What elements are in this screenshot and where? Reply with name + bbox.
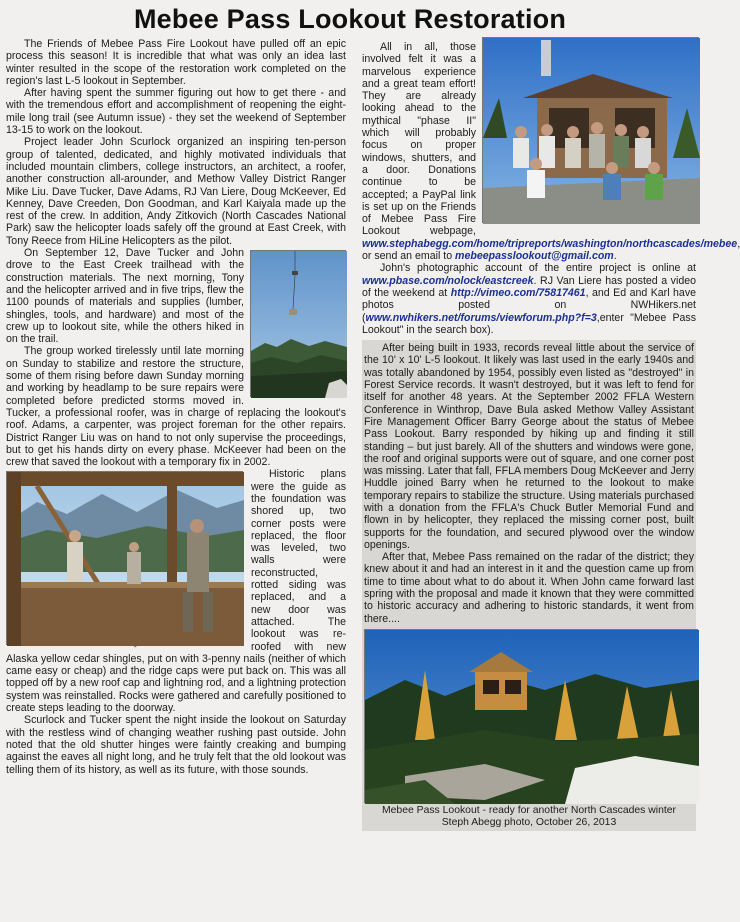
paragraph-after-that: After that, Mebee Pass remained on the radar of the district; they knew about it and had an interest in it and the question came up from time to time about what to do about it. When John came forward last spring with the proposal and made it known that they were committed to historic accuracy and adhering to historic standards, it went from there.... <box>364 551 694 625</box>
article-title: Mebee Pass Lookout Restoration <box>133 4 567 34</box>
helicopter-image <box>251 251 347 398</box>
nwhikers-link[interactable]: www.nwhikers.net/forums/viewforum.php?f=3 <box>365 311 597 324</box>
email-link[interactable]: mebeepasslookout@gmail.com <box>455 250 614 263</box>
helicopter-photo <box>250 250 346 397</box>
vimeo-link[interactable]: http://vimeo.com/75817461 <box>450 286 586 299</box>
lookout-photo <box>364 629 698 803</box>
paragraph-plans: Historic plans were the guide as the foundation was shored up, two corner posts were replaced, the floor was leveled, two walls were reconstructed, rotted siding was replaced, and a new door was attached. The lookout was re-roofed with new Alaska yellow cedar shingles, put on with 3-penny nails (neither of which came easy or cheap) and the ridge caps were put back on. This was all topped off by a new roof cap and lightning rod, and a lightning protection system was reinstalled. Rocks were gathered and carefully positioned to create steps leading to the doorway. <box>6 468 346 715</box>
paragraph-trail: After having spent the summer figuring out how to get there - and with the tremendous effort and accomplishment of reopening the eight-mile long trail (see Autumn issue) - they set the weekend of September 13-15 to work on the lookout. <box>6 87 346 137</box>
right-column <box>362 41 740 831</box>
paragraph-helicopter: On September 12, Dave Tucker and John drove to the East Creek trailhead with the construction materials. The next morning, Tony and the helicopter arrived and in five trips, flew the 1100 pounds of materials and supplies (lumber, shingles, tools, and hardware) and most of the crew up to lookout site, while the others hiked in on the trail. <box>6 247 244 346</box>
paragraph-intro: The Friends of Mebee Pass Fire Lookout have pulled off an epic process this season! It is incredible that what was only an idea last winter resulted in the scope of the restoration work completed on the region's last L-5 lookout in September. <box>6 38 346 87</box>
lookout-image <box>365 630 699 804</box>
history-sidebar <box>362 340 696 831</box>
construction-photo <box>6 471 243 645</box>
paragraph-night: Scurlock and Tucker spent the night inside the lookout on Saturday with the restless wind of changing weather rushing past outside. John noted that the old shutter hinges were faintly creaking and bumping against the eaves all night long, and he truly felt that the old lookout was telling them of its history, as well as its future, with those sounds. <box>6 714 346 776</box>
paragraph-history: After being built in 1933, records reveal little about the service of the 10' x 10' L-5 lookout. It likely was last used in the early 1940s and was totally abandoned by 1954, possibly even listed as "destroyed" in Forest Service records. It wasn't destroyed, but it was left to fend for itself for another 48 years. At the September 2002 FFLA Western Conference in Winthrop, Dave Bula asked Methow Valley Assistant Fire Management Officer Barry George about the status of Mebee Pass Lookout. Barry responded by hiking up and finding it still standing – but just barely. All of the shutters and windows were gone, the roof and original supports were out of square, and one corner post was missing. Later that fall, FFLA members Doug McKeever and Jerry Huddle joined Barry when he returned to the lookout to make temporary repairs to stabilize the structure. Using materials purchased with a donation from the FFLA's Chuck Butler Memorial Fund and flown in by helicopter, they replaced the missing corner post, built supports for the foundation, and secured plywood over the window openings. <box>364 342 694 551</box>
construction-image <box>7 472 244 646</box>
paragraph-crew: Project leader John Scurlock organized an inspiring ten-person group of talented, dedicated, and highly motivated individuals that included mountain climbers, college instructors, an architect, a roofer, another construction all-arounder, and Methow Valley District Ranger Mike Liu. Dave Tucker, Dave Adams, RJ Van Liere, Doug McKeever, Ed Kenney, Dave Creeden, Don Goodman, and Karl Kaiyala made up the rest of the crew. In addition, Andy Zitkovich (North Cascades National Park) saw the helicopter loads safely off the ground at East Creek, with Tony Reece from HiLine Helicopters as the pilot. <box>6 136 346 247</box>
crew-photo <box>482 37 699 223</box>
paragraph-online-accounts: John's photographic account of the entire project is online at www.pbase.com/nolock/eastcreek. RJ Van Liere has posted a video of the weekend at http://vimeo.com/75817461, and Ed and Karl have photos posted on NWHikers.net (www.nwhikers.net/forums/viewforum.php?f=3,enter "Mebee Pass Lookout" in the search box). <box>362 262 697 336</box>
photo-caption: Mebee Pass Lookout - ready for another North Cascades winter Steph Abegg photo, October 26, 2013 <box>382 804 676 828</box>
pbase-link[interactable]: www.pbase.com/nolock/eastcreek <box>362 274 534 287</box>
paragraph-work: The group worked tirelessly until late morning on Sunday to stabilize and restore the structure, some of them rising before dawn Sunday morning and working by headlamp to be sure repairs were completed before predicted storms moved in. Tucker, a professional roofer, was in charge of replacing the lookout's roof. Adams, a carpenter, was project foreman for the other repairs. District Ranger Liu was on hand to not only supervise the proceedings, but to get his hands dirty on every phase. McKeever had been on the crew that saved the lookout with a temporary fix in 2002. <box>6 345 346 469</box>
crew-image <box>483 38 700 224</box>
mebee-webpage-link[interactable]: www.stephabegg.com/home/tripreports/washington/northcascades/mebee <box>362 237 738 250</box>
paragraph-donations: All in all, those involved felt it was a marvelous experience and a great team effort! They are already looking ahead to the mythical "phase II" which will probably focus on proper windows, shutters, and a door. Donations continue to be accepted; a PayPal link is set up on the Friends of Mebee Pass Fire Lookout webpage, www.stephabegg.com/home/tripreports/washington/northcascades/mebee, or send an email to mebeepasslookout@gmail.com. <box>362 41 740 263</box>
left-column <box>6 38 346 776</box>
